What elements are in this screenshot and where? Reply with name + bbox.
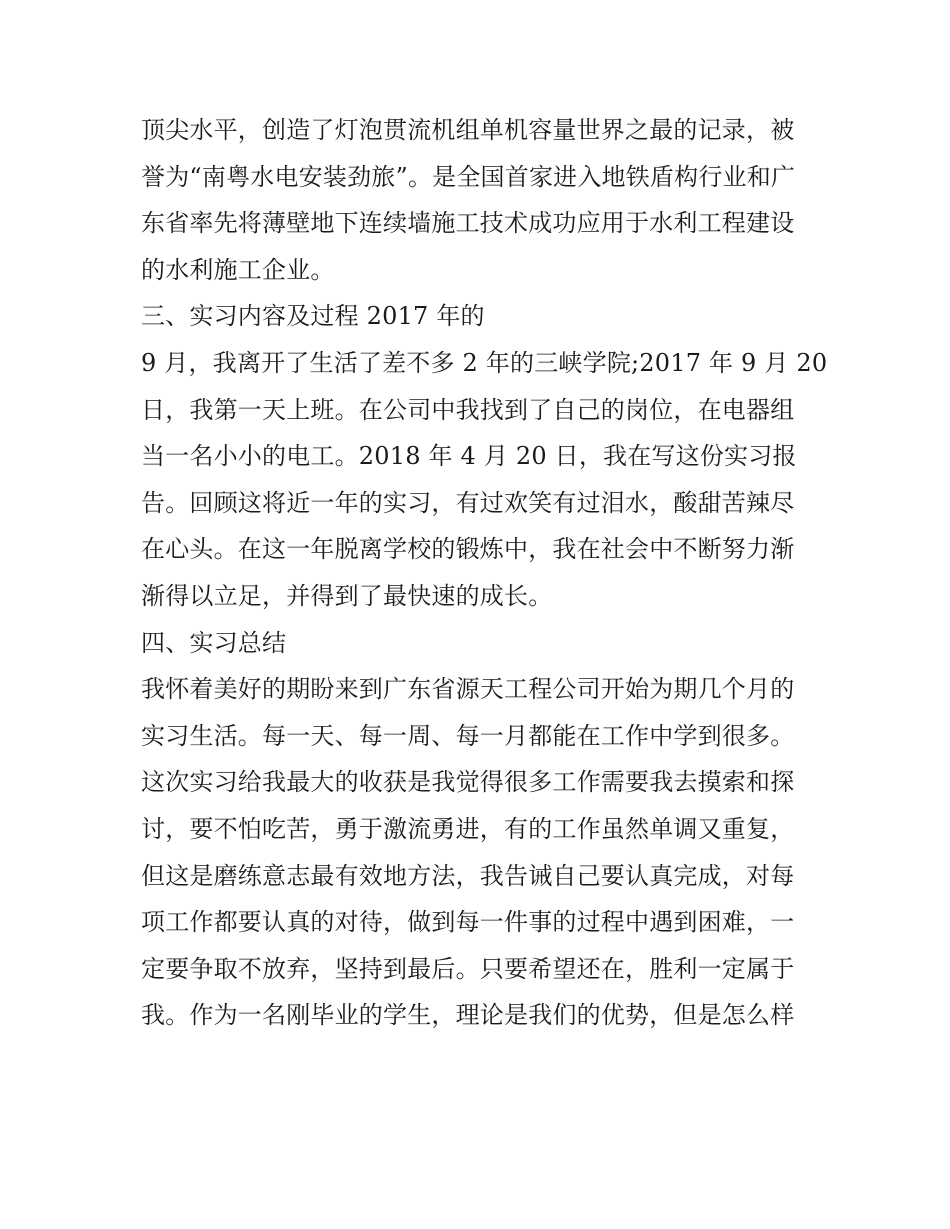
text-line: 讨，要不怕吃苦，勇于激流勇进，有的工作虽然单调又重复， bbox=[141, 814, 795, 843]
text-line: 定要争取不放弃，坚持到最后。只要希望还在，胜利一定属于 bbox=[141, 954, 795, 983]
text-line: 项工作都要认真的对待，做到每一件事的过程中遇到困难，一 bbox=[141, 908, 795, 937]
text-line: 的水利施工企业。 bbox=[141, 255, 335, 284]
text-line: 告。回顾这将近一年的实习，有过欢笑有过泪水，酸甜苦辣尽 bbox=[141, 488, 795, 517]
text-line: 我。作为一名刚毕业的学生，理论是我们的优势，但是怎么样 bbox=[141, 1001, 795, 1030]
text-line: 我怀着美好的期盼来到广东省源天工程公司开始为期几个月的 bbox=[141, 675, 795, 704]
text-line: 日，我第一天上班。在公司中我找到了自己的岗位，在电器组 bbox=[141, 395, 795, 424]
text-line: 誉为“南粤水电安装劲旅”。是全国首家进入地铁盾构行业和广 bbox=[141, 162, 796, 191]
section-heading-internship-summary: 四、实习总结 bbox=[141, 628, 287, 657]
text-line: 当一名小小的电工。2018 年 4 月 20 日，我在写这份实习报 bbox=[141, 442, 797, 471]
text-line: 但这是磨练意志最有效地方法，我告诫自己要认真完成，对每 bbox=[141, 861, 795, 890]
text-line: 东省率先将薄壁地下连续墙施工技术成功应用于水利工程建设 bbox=[141, 209, 795, 238]
section-heading-internship-content: 三、实习内容及过程 2017 年的 bbox=[141, 302, 485, 331]
text-line: 在心头。在这一年脱离学校的锻炼中，我在社会中不断努力渐 bbox=[141, 535, 795, 564]
text-line: 顶尖水平，创造了灯泡贯流机组单机容量世界之最的记录，被 bbox=[141, 116, 795, 144]
text-line: 实习生活。每一天、每一周、每一月都能在工作中学到很多。 bbox=[141, 721, 795, 750]
document-body bbox=[141, 107, 828, 1039]
text-line: 9 月，我离开了生活了差不多 2 年的三峡学院;2017 年 9 月 20 bbox=[141, 348, 828, 377]
text-line: 渐得以立足，并得到了最快速的成长。 bbox=[141, 581, 553, 610]
text-line: 这次实习给我最大的收获是我觉得很多工作需要我去摸索和探 bbox=[141, 768, 795, 797]
